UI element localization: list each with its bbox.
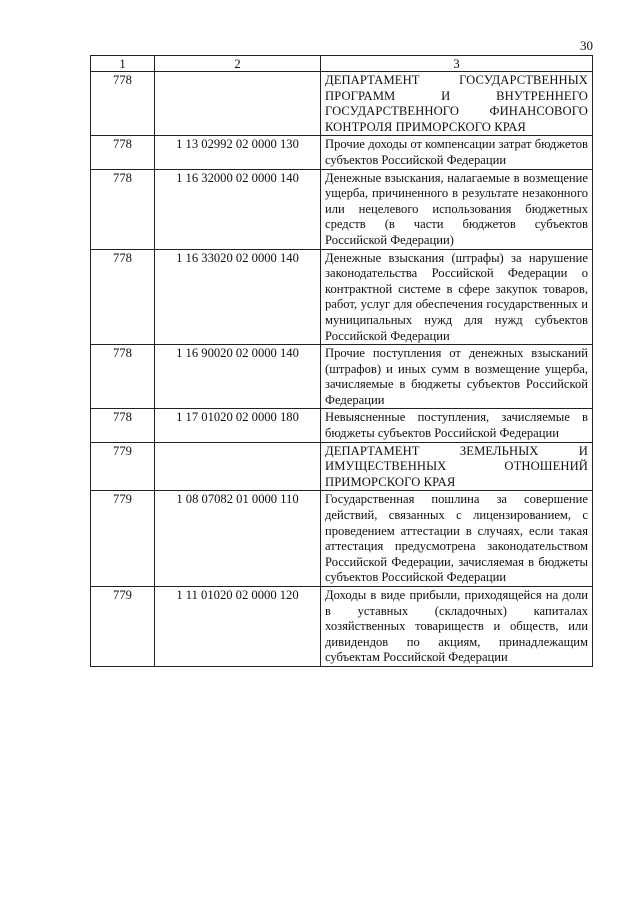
revenue-description: Доходы в виде прибыли, приходящейся на доли в уставных (складочных) капиталах хозяйственных товариществ и обществ, или дивидендов по акциям, принадлежащим субъектам Российской Федерации <box>321 587 593 667</box>
revenue-description: Денежные взыскания (штрафы) за нарушение законодательства Российской Федерации о контрактной системе в сфере закупок товаров, работ, услуг для обеспечения государственных и муниципальных нужд для нужд субъектов Российской Федерации <box>321 249 593 345</box>
revenue-description: Денежные взыскания, налагаемые в возмещение ущерба, причиненного в результате незаконного или нецелевого использования бюджетных средств (в части бюджетов субъектов Российской Федерации) <box>321 169 593 249</box>
table-row <box>91 249 593 345</box>
revenue-description: Государственная пошлина за совершение действий, связанных с лицензированием, с проведением аттестации в случаях, если такая аттестация предусмотрена законодательством Российской Федерации, зачисляемая в бюджеты субъектов Российской Федерации <box>321 491 593 587</box>
budget-classification-code: 1 17 01020 02 0000 180 <box>155 409 321 442</box>
table-row <box>91 72 593 136</box>
budget-classification-code <box>155 72 321 136</box>
budget-classification-code: 1 08 07082 01 0000 110 <box>155 491 321 587</box>
budget-classification-code <box>155 442 321 491</box>
table-row <box>91 491 593 587</box>
table-row <box>91 442 593 491</box>
budget-classification-code: 1 16 33020 02 0000 140 <box>155 249 321 345</box>
administrator-code: 778 <box>91 409 155 442</box>
administrator-code: 779 <box>91 587 155 667</box>
administrator-code: 778 <box>91 169 155 249</box>
revenue-classification-table <box>90 55 593 667</box>
table-row <box>91 587 593 667</box>
revenue-description: Прочие доходы от компенсации затрат бюджетов субъектов Российской Федерации <box>321 136 593 169</box>
column-header-1: 1 <box>91 56 155 72</box>
administrator-code: 778 <box>91 136 155 169</box>
department-name: ДЕПАРТАМЕНТ ЗЕМЕЛЬНЫХ И ИМУЩЕСТВЕННЫХ ОТНОШЕНИЙ ПРИМОРСКОГО КРАЯ <box>321 442 593 491</box>
administrator-code: 779 <box>91 442 155 491</box>
revenue-description: Прочие поступления от денежных взысканий (штрафов) и иных сумм в возмещение ущерба, зачисляемые в бюджеты субъектов Российской Федерации <box>321 345 593 409</box>
page-number: 30 <box>580 38 593 53</box>
table-row <box>91 169 593 249</box>
administrator-code: 779 <box>91 491 155 587</box>
table-row <box>91 345 593 409</box>
administrator-code: 778 <box>91 345 155 409</box>
table-row <box>91 409 593 442</box>
table-header-row <box>91 56 593 72</box>
budget-classification-code: 1 13 02992 02 0000 130 <box>155 136 321 169</box>
budget-classification-code: 1 11 01020 02 0000 120 <box>155 587 321 667</box>
department-name: ДЕПАРТАМЕНТ ГОСУДАРСТВЕННЫХ ПРОГРАММ И ВНУТРЕННЕГО ГОСУДАРСТВЕННОГО ФИНАНСОВОГО КОНТРОЛЯ ПРИМОРСКОГО КРАЯ <box>321 72 593 136</box>
administrator-code: 778 <box>91 72 155 136</box>
revenue-description: Невыясненные поступления, зачисляемые в бюджеты субъектов Российской Федерации <box>321 409 593 442</box>
table-row <box>91 136 593 169</box>
column-header-3: 3 <box>321 56 593 72</box>
column-header-2: 2 <box>155 56 321 72</box>
administrator-code: 778 <box>91 249 155 345</box>
budget-classification-code: 1 16 90020 02 0000 140 <box>155 345 321 409</box>
budget-classification-code: 1 16 32000 02 0000 140 <box>155 169 321 249</box>
